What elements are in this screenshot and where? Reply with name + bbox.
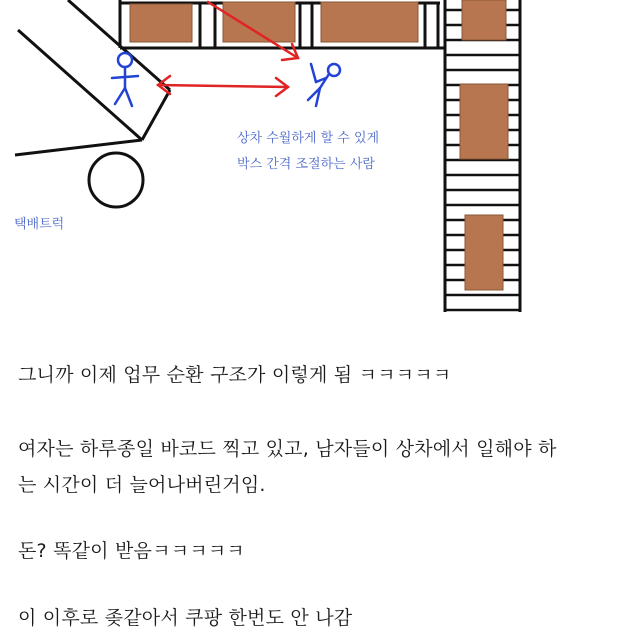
person-icon [112,53,138,106]
text-line: 이 이후로 좆같아서 쿠팡 한번도 안 나감 [18,607,353,629]
text-line: 는 시간이 더 늘어나버린거임. [18,474,266,496]
box [223,2,295,42]
truck-wheel [89,153,143,207]
box [321,2,418,42]
box [462,0,506,40]
loader-caption-line1: 상차 수월하게 할 수 있게 [237,131,380,146]
box [465,215,503,290]
text-line: 그니까 이제 업무 순환 구조가 이렇게 됨 ㅋㅋㅋㅋㅋ [18,364,452,386]
loader-caption-line2: 박스 간격 조절하는 사람 [237,157,375,172]
person-icon [308,64,340,106]
text-line: 여자는 하루종일 바코드 찍고 있고, 남자들이 상차에서 일해야 하 [18,438,557,460]
text-line: 돈? 똑같이 받음ㅋㅋㅋㅋㅋ [18,540,245,562]
boxes-vertical [460,0,508,290]
truck-label: 택배트럭 [14,217,65,232]
box [130,4,192,42]
boxes-horizontal [130,2,418,42]
box [460,84,508,159]
